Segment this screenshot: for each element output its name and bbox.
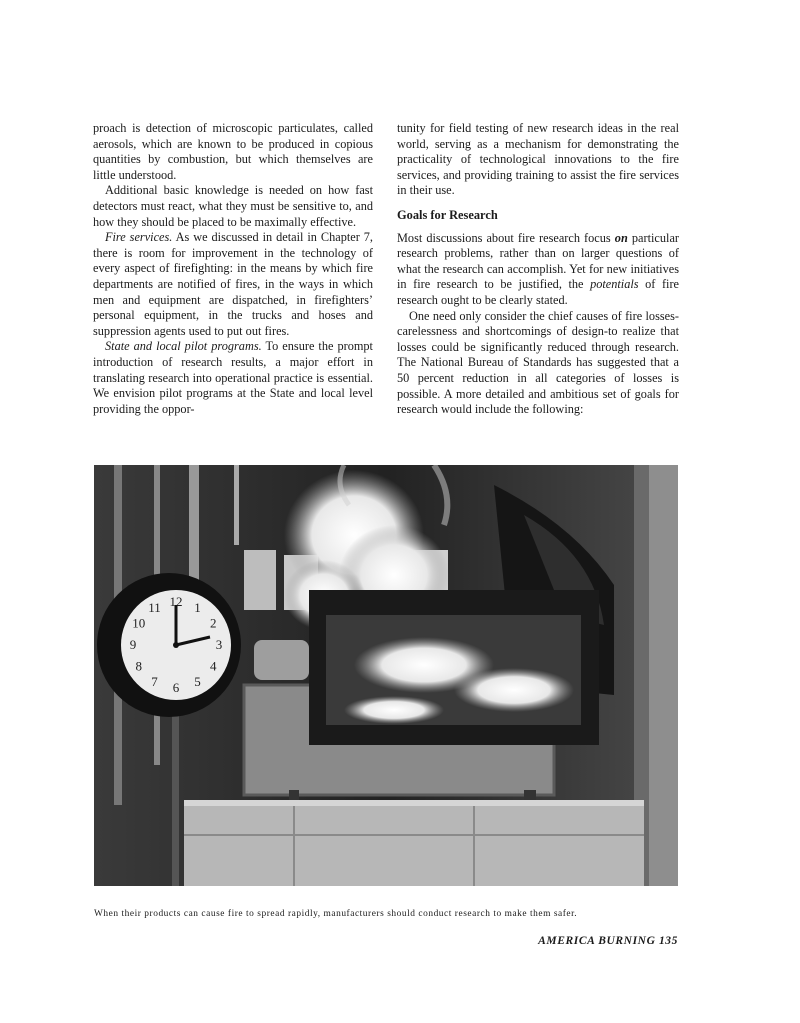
photo-caption: When their products can cause fire to spread rapidly, manufacturers should conduct research to make them safer. [94, 909, 578, 919]
paragraph-text: particular research problems, rather than on larger questions of what the research can accomplish. Yet for new initiatives in fire research to be justified, the [397, 230, 680, 292]
clock-numeral: 4 [209, 658, 217, 674]
paragraph-text: of fire research ought to be clearly stated. [397, 277, 680, 307]
clock-numeral: 8 [135, 658, 143, 674]
emphasis: on [614, 230, 628, 245]
paragraph: One need only consider the chief causes of fire losses-carelessness and shortcomings of design-to realize that losses could be significantly reduced through research. The National Bureau of Standards has suggested that a 50 percent reduction in all categories of losses is possible. A more detailed and ambitious set of goals for research would include the following: [397, 308, 679, 417]
paragraph: Additional basic knowledge is needed on how fast detectors must react, what they must be sensitive to, and how they should be placed to be maximally effective. [93, 183, 373, 229]
clock-numeral: 6 [172, 680, 180, 695]
run-in-heading: Fire services. [105, 230, 173, 245]
clock-numeral: 11 [148, 599, 161, 615]
clock-numeral: 5 [194, 674, 201, 690]
fire-test-photo [94, 465, 678, 886]
clock-numeral: 7 [151, 674, 158, 690]
clock-numeral: 10 [132, 615, 146, 631]
paragraph [93, 339, 373, 417]
clock [97, 573, 241, 717]
page-folio: AMERICA BURNING 135 [538, 935, 678, 947]
run-in-heading: State and local pilot programs. [105, 339, 262, 354]
paragraph: tunity for field testing of new research ideas in the real world, serving as a mechanism for demonstrating the practicality of technological innovations to the fire services, and providing training to assist the fire services in their use. [397, 121, 679, 198]
clock-numeral: 3 [215, 637, 223, 652]
emphasis: potentials [590, 277, 639, 292]
clock-numeral: 9 [129, 637, 137, 652]
right-text-column [397, 121, 679, 418]
paragraph-body: To ensure the prompt introduction of research results, a major effort in translating research into operational practice is essential. We envision pilot programs at the State and local level providing the oppor- [93, 339, 373, 416]
section-heading: Goals for Research [397, 207, 498, 222]
paragraph-text: Most discussions about fire research focus [397, 230, 611, 245]
clock-numeral: 1 [194, 599, 201, 615]
paragraph [397, 231, 679, 309]
paragraph: proach is detection of microscopic particulates, called aerosols, which are known to be produced in copious quantities by combustion, but which themselves are little understood. [93, 121, 373, 182]
clock-numeral: 2 [209, 615, 217, 631]
clock-numeral: 12 [169, 594, 183, 609]
photo-illustration [94, 465, 678, 886]
paragraph [93, 230, 373, 339]
paragraph-body: As we discussed in detail in Chapter 7, there is room for improvement in the technology of every aspect of firefighting: in the means by which fire departments are notified of fires, in the ways in which men and equipment are dispatched, in firefighters’ personal equipment, in the trucks and hoses and suppression agents used to put out fires. [93, 230, 373, 338]
left-text-column [93, 121, 373, 417]
